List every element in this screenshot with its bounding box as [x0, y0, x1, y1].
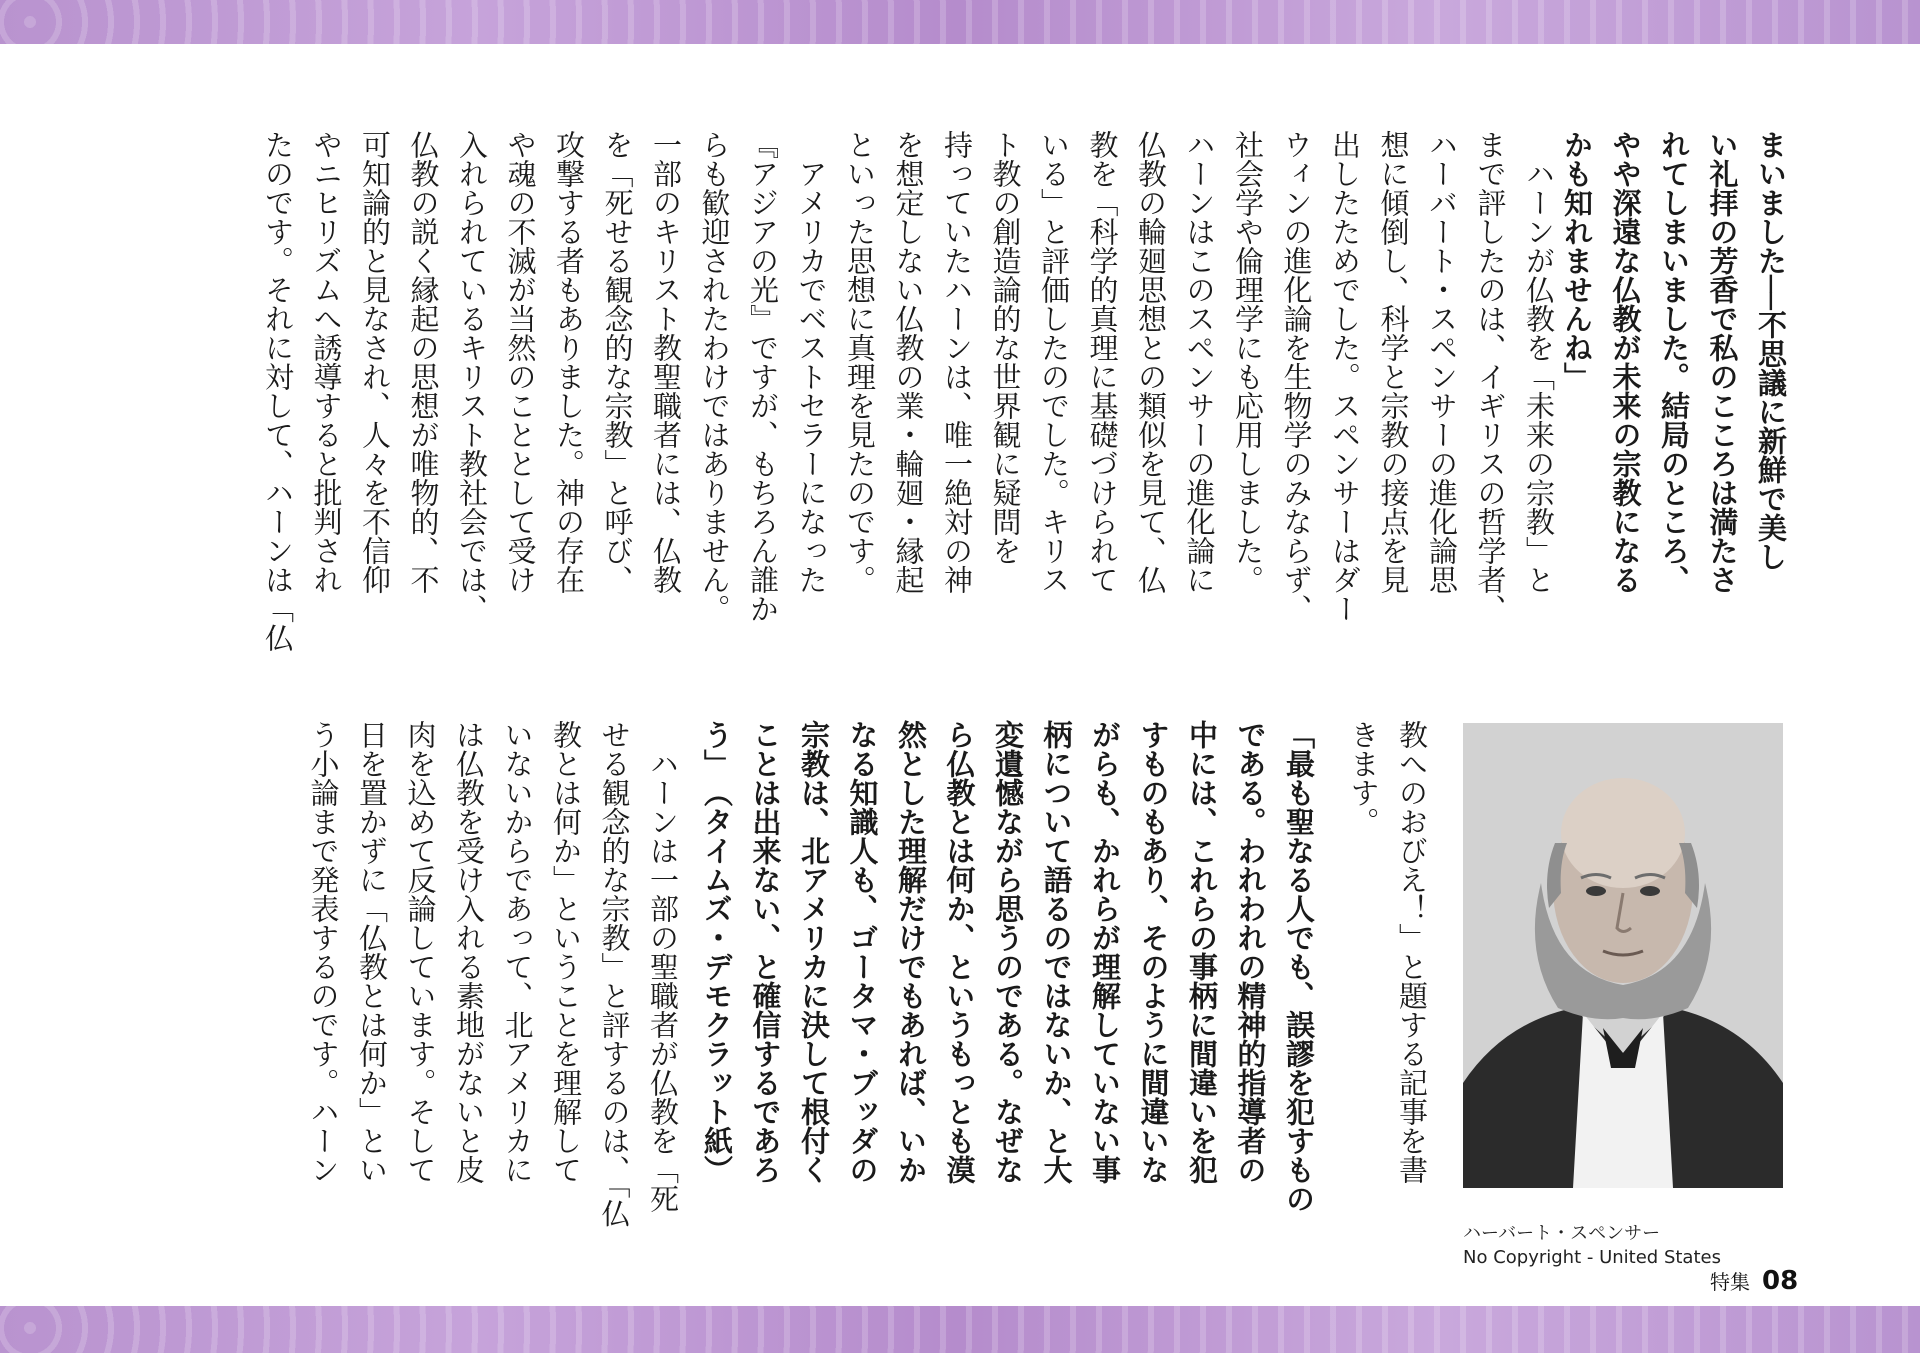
text-column-line: 一部のキリスト教聖職者には、仏教	[649, 130, 683, 594]
text-column-line: いないからであって、北アメリカに	[500, 720, 535, 1184]
text-column-line: 変遺憾ながら思うのである。なぜな	[991, 720, 1025, 1184]
caption-credit: No Copyright - United States	[1463, 1247, 1721, 1268]
photo-caption	[1463, 1222, 1721, 1270]
text-column-line: 出したためでした。スペンサーはダー	[1328, 130, 1362, 623]
text-column-line: 仏教の輪廻思想との類似を見て、仏	[1134, 130, 1168, 594]
text-column-line: ト教の創造論的な世界観に疑問を	[988, 130, 1023, 565]
page-footer	[1710, 1266, 1798, 1296]
body-text-bottom-right	[1339, 720, 1436, 1240]
quote-bottom-block	[693, 720, 1324, 1240]
text-column-line: がらも、かれらが理解していない事	[1088, 720, 1122, 1184]
text-column-line: ハーンが仏教を「未来の宗教」と	[1522, 130, 1556, 594]
text-column-line: う」 （タイムズ・デモクラット紙）	[700, 720, 734, 1184]
text-column-line: う小論まで発表するのです。ハーン	[306, 720, 341, 1184]
bottom-decorative-band	[0, 1306, 1920, 1353]
text-column-line: 中には、これらの事柄に間違いを犯	[1185, 720, 1219, 1184]
text-column-line: すものもあり、そのように間違いな	[1136, 720, 1171, 1184]
text-column-line: 教へのおびえ！」と題する記事を書	[1395, 720, 1429, 1184]
text-column-line: いる」と評価したのでした。キリス	[1037, 130, 1071, 594]
body-text-top	[254, 130, 1564, 650]
text-column-line: い礼拝の芳香で私のこころは満たさ	[1705, 130, 1740, 594]
text-column-line: れてしまいました。結局のところ、	[1657, 130, 1691, 594]
page-number: 08	[1762, 1266, 1799, 1296]
text-column-line: 日を置かずに「仏教とは何か」とい	[355, 720, 389, 1184]
text-column-line: 教を「科学的真理に基礎づけられて	[1085, 130, 1120, 594]
text-column-line: 入れられているキリスト教社会では、	[455, 130, 489, 623]
text-column-line: といった思想に真理を見たのです。	[843, 130, 877, 594]
text-column-line: きます。	[1346, 720, 1381, 836]
portrait-photo	[1463, 723, 1783, 1188]
text-column-line: ウィンの進化論を生物学のみならず、	[1279, 130, 1314, 623]
text-column-line: ハーンはこのスペンサーの進化論に	[1182, 130, 1217, 594]
text-column-line: かも知れませんね」	[1560, 130, 1594, 391]
text-column-line: 可知論的と見なされ、人々を不信仰	[358, 130, 392, 594]
text-column-line: ハーバート・スペンサーの進化論思	[1425, 130, 1459, 594]
text-column-line: 肉を込めて反論しています。そして	[403, 720, 438, 1184]
text-column-line: 然とした理解だけでもあれば、いか	[894, 720, 928, 1184]
text-column-line: 社会学や倫理学にも応用しました。	[1231, 130, 1265, 594]
text-column-line: 仏教の説く縁起の思想が唯物的、不	[406, 130, 441, 594]
text-column-line: 教とは何か」ということを理解して	[549, 720, 583, 1184]
text-column-line: アメリカでベストセラーになった	[794, 130, 829, 594]
text-column-line: 攻撃する者もありました。神の存在	[552, 130, 586, 594]
text-column-line: や魂の不滅が当然のこととして受け	[503, 130, 538, 594]
text-column-line: 宗教は、北アメリカに決して根付く	[797, 720, 831, 1184]
section-label: 特集	[1710, 1270, 1750, 1294]
text-column-line: である。われわれの精神的指導者の	[1233, 720, 1268, 1184]
text-column-line: 『アジアの光』ですが、もちろん誰か	[746, 130, 780, 623]
caption-name: ハーバート・スペンサー	[1463, 1223, 1661, 1244]
text-column-line: ことは出来ない、と確信するであろ	[748, 720, 783, 1184]
quote-top-block	[1553, 130, 1796, 650]
text-column-line: 柄について語るのではないか、と大	[1039, 720, 1074, 1184]
text-column-line: やニヒリズムへ誘導すると批判され	[309, 130, 344, 594]
text-column-line: 想に傾倒し、科学と宗教の接点を見	[1376, 130, 1411, 594]
text-column-line: らも歓迎されたわけではありません。	[697, 130, 732, 623]
text-column-line: たのです。それに対して、ハーンは「仏	[261, 130, 295, 652]
body-text-bottom-left	[299, 720, 687, 1240]
text-column-line: は仏教を受け入れる素地がないと皮	[452, 720, 486, 1184]
text-column-line: を想定しない仏教の業・輪廻・縁起	[891, 130, 926, 594]
portrait-illustration	[1463, 723, 1783, 1188]
top-decorative-band	[0, 0, 1920, 44]
text-column-line: ハーンは一部の聖職者が仏教を「死	[646, 720, 680, 1213]
text-column-line: ら仏教とは何か、というもっとも漠	[942, 720, 977, 1184]
text-column-line: 「最も聖なる人でも、誤謬を犯すもの	[1282, 720, 1316, 1213]
text-column-line: まいました──不思議に新鮮で美し	[1754, 130, 1788, 571]
text-column-line: やや深遠な仏教が未来の宗教になる	[1608, 130, 1643, 594]
text-column-line: まで評したのは、イギリスの哲学者、	[1473, 130, 1508, 623]
text-column-line: せる観念的な宗教」と評するのは、「仏	[597, 720, 632, 1228]
text-column-line: 持っていたハーンは、唯一絶対の神	[940, 130, 974, 594]
text-column-line: なる知識人も、ゴータマ・ブッダの	[845, 720, 880, 1184]
text-column-line: を「死せる観念的な宗教」と呼び、	[600, 130, 635, 594]
